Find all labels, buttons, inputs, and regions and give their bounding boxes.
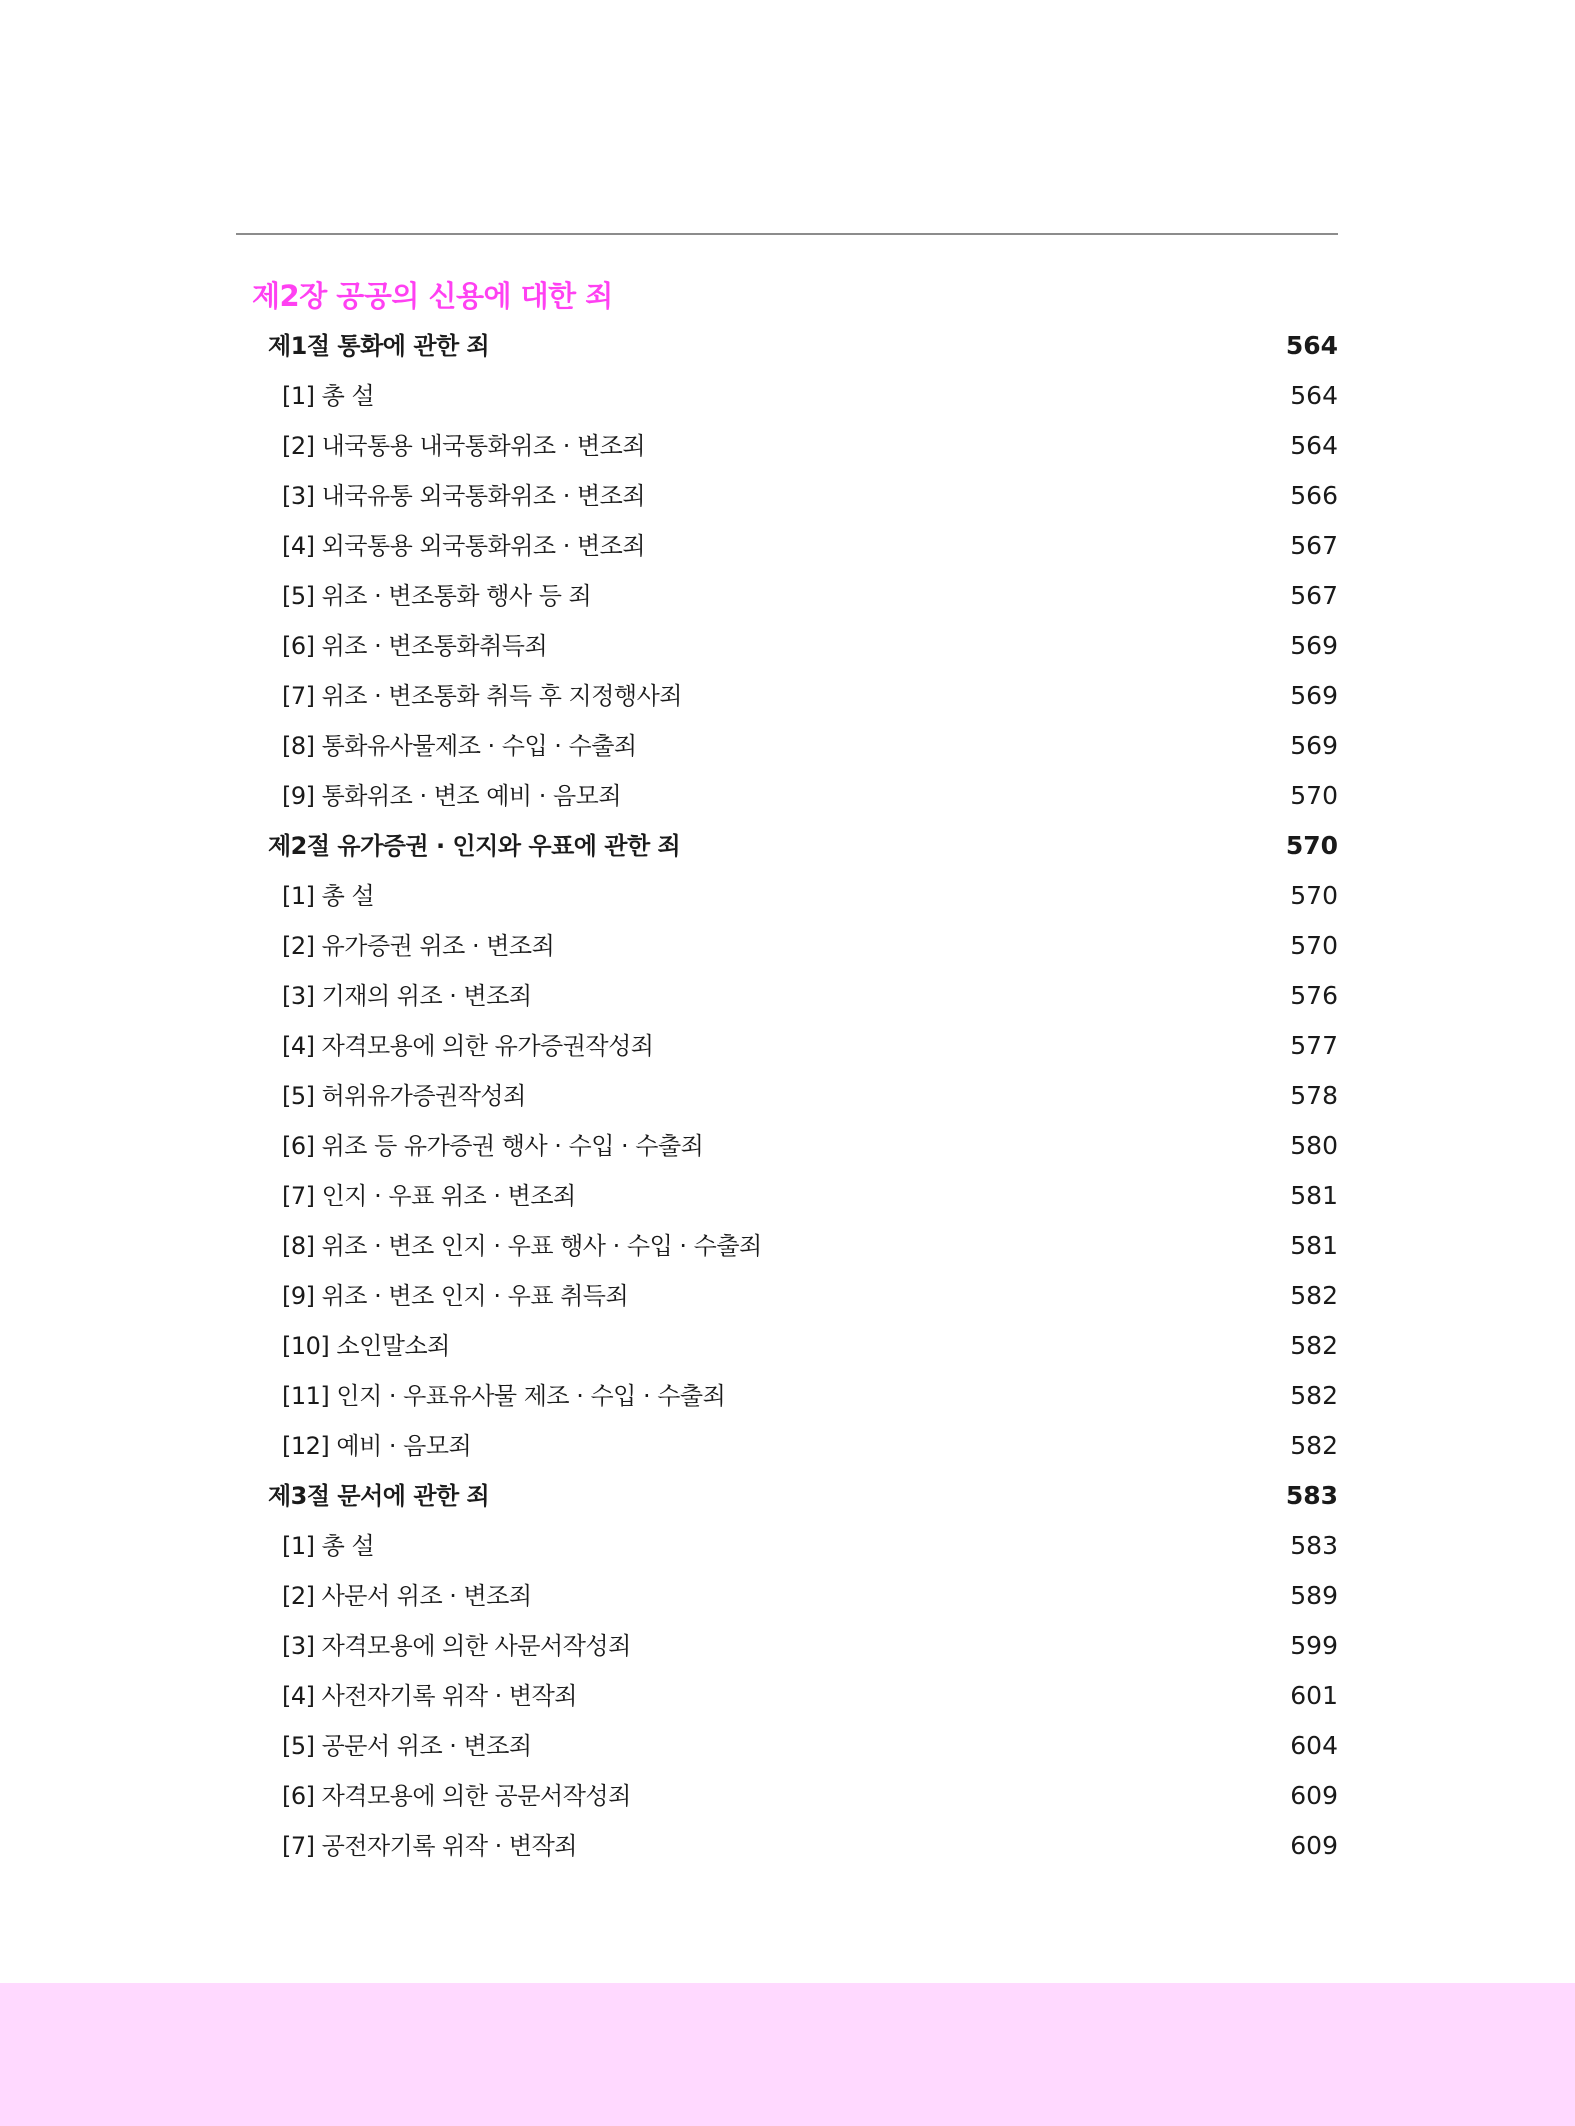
footer-color-band bbox=[0, 1983, 1575, 2126]
toc-item-row[interactable] bbox=[0, 371, 1575, 421]
toc-page-number: 604 bbox=[1290, 1731, 1338, 1760]
toc-item-row[interactable] bbox=[0, 421, 1575, 471]
toc-item-row[interactable] bbox=[0, 521, 1575, 571]
toc-item-row[interactable] bbox=[0, 1321, 1575, 1371]
toc-item-title: [4] 사전자기록 위작 · 변작죄 bbox=[282, 1682, 577, 1710]
toc-page-number: 570 bbox=[1290, 781, 1338, 810]
chapter-title: 제2장 공공의 신용에 대한 죄 bbox=[252, 279, 613, 313]
toc-item-row[interactable] bbox=[0, 921, 1575, 971]
toc-page-number: 582 bbox=[1290, 1381, 1338, 1410]
toc-item-title: [8] 위조 · 변조 인지 · 우표 행사 · 수입 · 수출죄 bbox=[282, 1232, 762, 1260]
toc-page-number: 567 bbox=[1290, 531, 1338, 560]
toc-item-row[interactable] bbox=[0, 1221, 1575, 1271]
toc-item-title: [1] 총 설 bbox=[282, 1532, 375, 1560]
toc-item-title: [9] 통화위조 · 변조 예비 · 음모죄 bbox=[282, 782, 622, 810]
toc-item-title: [5] 공문서 위조 · 변조죄 bbox=[282, 1732, 532, 1760]
toc-page-number: 609 bbox=[1290, 1831, 1338, 1860]
toc-item-row[interactable] bbox=[0, 1771, 1575, 1821]
toc-page-number: 570 bbox=[1290, 881, 1338, 910]
toc-page-number: 564 bbox=[1290, 381, 1338, 410]
toc-page-number: 609 bbox=[1290, 1781, 1338, 1810]
toc-item-title: [6] 위조 · 변조통화취득죄 bbox=[282, 632, 548, 660]
toc-section-row[interactable] bbox=[0, 821, 1575, 871]
toc-item-row[interactable] bbox=[0, 771, 1575, 821]
toc-item-row[interactable] bbox=[0, 1721, 1575, 1771]
toc-item-title: [2] 사문서 위조 · 변조죄 bbox=[282, 1582, 532, 1610]
toc-page-number: 569 bbox=[1290, 631, 1338, 660]
toc-item-row[interactable] bbox=[0, 1271, 1575, 1321]
toc-page-number: 578 bbox=[1290, 1081, 1338, 1110]
toc-item-row[interactable] bbox=[0, 671, 1575, 721]
toc-item-row[interactable] bbox=[0, 571, 1575, 621]
toc-item-title: [7] 위조 · 변조통화 취득 후 지정행사죄 bbox=[282, 682, 682, 710]
toc-page-number: 564 bbox=[1285, 331, 1338, 360]
toc-item-title: [1] 총 설 bbox=[282, 382, 375, 410]
toc-page-number: 581 bbox=[1290, 1231, 1338, 1260]
toc-item-title: [4] 자격모용에 의한 유가증권작성죄 bbox=[282, 1032, 654, 1060]
toc-item-title: [6] 자격모용에 의한 공문서작성죄 bbox=[282, 1782, 631, 1810]
toc-item-title: [11] 인지 · 우표유사물 제조 · 수입 · 수출죄 bbox=[282, 1382, 726, 1410]
toc-item-row[interactable] bbox=[0, 1621, 1575, 1671]
toc-page-number: 583 bbox=[1285, 1481, 1338, 1510]
toc-page-number: 582 bbox=[1290, 1331, 1338, 1360]
toc-page-number: 599 bbox=[1290, 1631, 1338, 1660]
toc-page-number: 583 bbox=[1290, 1531, 1338, 1560]
toc-item-row[interactable] bbox=[0, 1421, 1575, 1471]
toc-page-number: 569 bbox=[1290, 681, 1338, 710]
toc-item-title: [7] 인지 · 우표 위조 · 변조죄 bbox=[282, 1182, 576, 1210]
toc-item-row[interactable] bbox=[0, 1121, 1575, 1171]
toc-page-number: 576 bbox=[1290, 981, 1338, 1010]
toc-item-title: [8] 통화유사물제조 · 수입 · 수출죄 bbox=[282, 732, 637, 760]
toc-item-row[interactable] bbox=[0, 1571, 1575, 1621]
toc-item-row[interactable] bbox=[0, 1671, 1575, 1721]
toc-item-row[interactable] bbox=[0, 721, 1575, 771]
toc-item-title: [9] 위조 · 변조 인지 · 우표 취득죄 bbox=[282, 1282, 629, 1310]
toc-item-row[interactable] bbox=[0, 1071, 1575, 1121]
toc-page-number: 570 bbox=[1285, 831, 1338, 860]
toc-item-row[interactable] bbox=[0, 1521, 1575, 1571]
toc-page-number: 580 bbox=[1290, 1131, 1338, 1160]
toc-page-number: 589 bbox=[1290, 1581, 1338, 1610]
toc-item-title: [3] 내국유통 외국통화위조 · 변조죄 bbox=[282, 482, 646, 510]
toc-item-row[interactable] bbox=[0, 621, 1575, 671]
toc-item-row[interactable] bbox=[0, 1371, 1575, 1421]
toc-item-row[interactable] bbox=[0, 971, 1575, 1021]
toc-item-row[interactable] bbox=[0, 471, 1575, 521]
top-divider-rule bbox=[236, 233, 1338, 235]
toc-page-number: 566 bbox=[1290, 481, 1338, 510]
toc-page-number: 564 bbox=[1290, 431, 1338, 460]
toc-page-number: 582 bbox=[1290, 1281, 1338, 1310]
toc-page-number: 567 bbox=[1290, 581, 1338, 610]
toc-page-number: 581 bbox=[1290, 1181, 1338, 1210]
toc-section-row[interactable] bbox=[0, 1471, 1575, 1521]
toc-item-title: [3] 기재의 위조 · 변조죄 bbox=[282, 982, 532, 1010]
toc-item-title: [1] 총 설 bbox=[282, 882, 375, 910]
toc-item-title: [10] 소인말소죄 bbox=[282, 1332, 450, 1360]
toc-page-number: 569 bbox=[1290, 731, 1338, 760]
table-of-contents bbox=[0, 321, 1575, 1871]
toc-section-title: 제1절 통화에 관한 죄 bbox=[268, 332, 490, 360]
toc-item-row[interactable] bbox=[0, 1821, 1575, 1871]
toc-section-row[interactable] bbox=[0, 321, 1575, 371]
toc-section-title: 제2절 유가증권 · 인지와 우표에 관한 죄 bbox=[268, 832, 681, 860]
toc-page-number: 577 bbox=[1290, 1031, 1338, 1060]
toc-page-number: 570 bbox=[1290, 931, 1338, 960]
toc-item-title: [2] 내국통용 내국통화위조 · 변조죄 bbox=[282, 432, 646, 460]
toc-item-title: [7] 공전자기록 위작 · 변작죄 bbox=[282, 1832, 577, 1860]
toc-item-row[interactable] bbox=[0, 1171, 1575, 1221]
toc-page-number: 601 bbox=[1290, 1681, 1338, 1710]
toc-page-number: 582 bbox=[1290, 1431, 1338, 1460]
toc-item-row[interactable] bbox=[0, 1021, 1575, 1071]
toc-item-title: [12] 예비 · 음모죄 bbox=[282, 1432, 472, 1460]
toc-section-title: 제3절 문서에 관한 죄 bbox=[268, 1482, 490, 1510]
toc-item-title: [4] 외국통용 외국통화위조 · 변조죄 bbox=[282, 532, 646, 560]
toc-item-row[interactable] bbox=[0, 871, 1575, 921]
toc-item-title: [2] 유가증권 위조 · 변조죄 bbox=[282, 932, 555, 960]
toc-item-title: [6] 위조 등 유가증권 행사 · 수입 · 수출죄 bbox=[282, 1132, 704, 1160]
toc-item-title: [5] 허위유가증권작성죄 bbox=[282, 1082, 526, 1110]
toc-item-title: [5] 위조 · 변조통화 행사 등 죄 bbox=[282, 582, 592, 610]
toc-item-title: [3] 자격모용에 의한 사문서작성죄 bbox=[282, 1632, 631, 1660]
